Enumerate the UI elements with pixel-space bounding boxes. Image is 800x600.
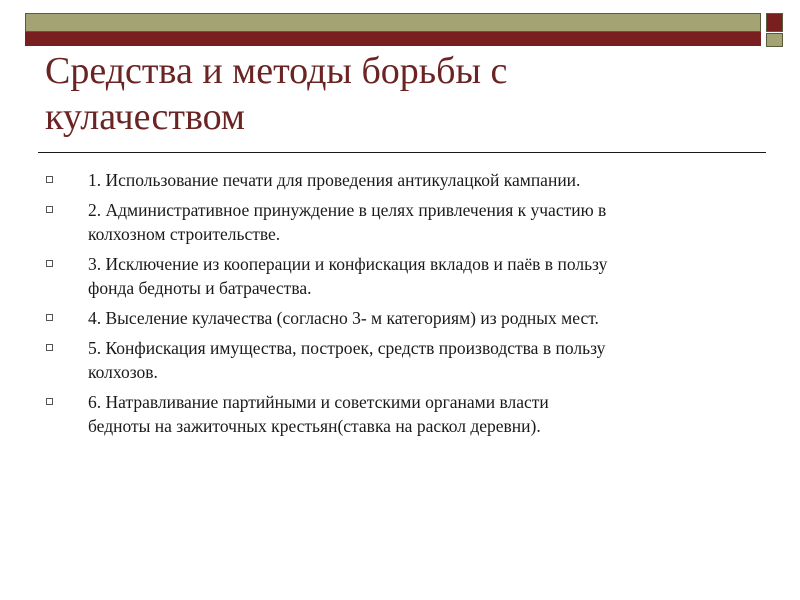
header-bar-red — [25, 32, 761, 46]
bullet-item — [46, 168, 766, 192]
bullet-item — [46, 336, 766, 384]
square-bullet-icon — [46, 344, 53, 351]
header-square-olive — [766, 33, 783, 47]
bullet-item — [46, 390, 766, 438]
bullet-text-line1: 1. Использование печати для проведения антикулацкой кампании. — [88, 170, 581, 190]
bullet-text-line1: 6. Натравливание партийными и советскими органами власти — [88, 392, 549, 412]
header-bar-olive — [25, 13, 761, 32]
bullet-list — [46, 168, 766, 444]
square-bullet-icon — [46, 314, 53, 321]
slide-title-line2: кулачеством — [45, 96, 245, 138]
square-bullet-icon — [46, 206, 53, 213]
header-square-red — [766, 13, 783, 32]
bullet-text-line2: бедноты на зажиточных крестьян(ставка на раскол деревни). — [88, 416, 541, 436]
bullet-text-line1: 4. Выселение кулачества (согласно 3- м категориям) из родных мест. — [88, 308, 599, 328]
slide-title — [45, 48, 765, 140]
bullet-item — [46, 306, 766, 330]
bullet-text-line1: 2. Административное принуждение в целях привлечения к участию в — [88, 200, 607, 220]
square-bullet-icon — [46, 176, 53, 183]
title-divider — [38, 152, 766, 153]
bullet-text-line1: 5. Конфискация имущества, построек, средств производства в пользу — [88, 338, 606, 358]
slide-title-line1: Средства и методы борьбы с — [45, 50, 508, 92]
square-bullet-icon — [46, 260, 53, 267]
bullet-text-line2: колхозном строительстве. — [88, 224, 281, 244]
bullet-item — [46, 198, 766, 246]
square-bullet-icon — [46, 398, 53, 405]
bullet-item — [46, 252, 766, 300]
bullet-text-line2: колхозов. — [88, 362, 158, 382]
bullet-text-line2: фонда бедноты и батрачества. — [88, 278, 312, 298]
bullet-text-line1: 3. Исключение из кооперации и конфискация вкладов и паёв в пользу — [88, 254, 608, 274]
